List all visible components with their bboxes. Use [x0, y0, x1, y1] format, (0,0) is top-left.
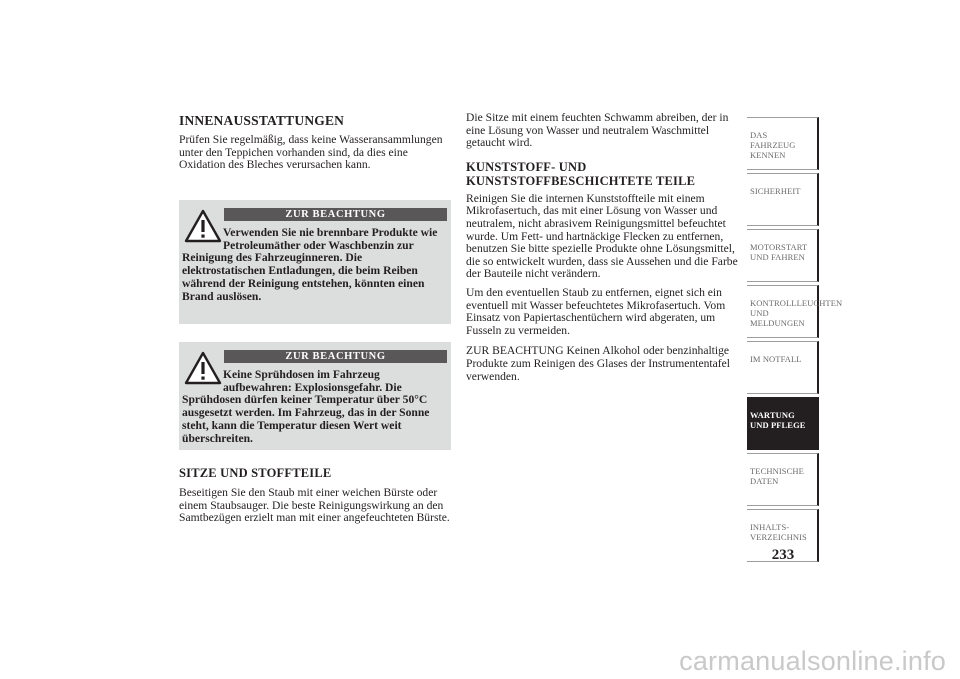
right-column [466, 112, 740, 383]
section-heading-plastics: KUNSTSTOFF- UND KUNSTSTOFFBESCHICHTETE TEILE [466, 159, 696, 188]
paragraph-seats: Beseitigen Sie den Staub mit einer weichen Bürste oder einem Staubsauger. Die beste Reinigungswirkung an den Samtbezügen erzielt man mit einer angefeuchteten Bürste. [179, 486, 450, 525]
tab-das-fahrzeug-kennen[interactable] [747, 117, 819, 170]
tab-im-notfall[interactable] [747, 341, 819, 394]
warning-text [182, 369, 447, 445]
tab-label: KONTROLLLEUCHTEN UND MELDUNGEN [750, 298, 843, 328]
warning-text-content: Keine Sprühdosen im Fahrzeug aufbewahren: Explosionsgefahr. Die Sprühdosen dürfen keiner Temperatur über 50°C ausgesetzt werden. Im Fahrzeug, das in der Sonne steht, kann die Temperatur diesen Wert weit überschreiten. [182, 368, 430, 445]
chapter-tabs [747, 117, 843, 565]
tab-label: INHALTS- VERZEICHNIS [750, 522, 807, 542]
tab-label: TECHNISCHE DATEN [750, 466, 804, 486]
section-heading-interior: INNENAUSSTATTUNGEN [179, 113, 345, 128]
warning-text-content: Verwenden Sie nie brennbare Produkte wie Petroleumäther oder Waschbenzin zur Reinigung des Fahrzeuginneren. Die elektrostatischen Entladungen, die beim Reiben während der Reinigung entstehen, könnten einen Brand auslösen. [182, 226, 438, 303]
paragraph-instrument-glass: ZUR BEACHTUNG Keinen Alkohol oder benzinhaltige Produkte zum Reinigen des Glases der Instrumententafel verwenden. [466, 344, 731, 383]
paragraph-plastics: Reinigen Sie die internen Kunststoffteile mit einem Mikrofasertuch, das mit einer Lösung von Wasser und neutralem, nicht abrasivem Reinigungsmittel befeuchtet wurde. Um Fett- und hartnäckige Flecken zu entfernen, benutzen Sie bitte spezielle Produkte ohne Lösungsmittel, die so entwickelt wurden, dass sie Aussehen und die Farbe der Bauteile nicht verändern. [466, 191, 738, 281]
left-column [179, 114, 451, 172]
tab-sicherheit[interactable] [747, 173, 819, 226]
watermark: carmanualsonline.info [679, 646, 946, 676]
section-seats [179, 466, 451, 525]
paragraph-intro: Prüfen Sie regelmäßig, dass keine Wasseransammlungen unter den Teppichen vorhanden sind, da dies eine Oxidation des Bleches verursachen kann. [179, 133, 443, 172]
tab-technische-daten[interactable] [747, 453, 819, 506]
warning-text [182, 227, 447, 303]
tab-label: SICHERHEIT [750, 186, 801, 196]
paragraph-dust: Um den eventuellen Staub zu entfernen, eignet sich ein eventuell mit Wasser befeuchtetes Mikrofasertuch. Vom Einsatz von Papiertaschentüchern wird abgeraten, um Fusseln zu vermeiden. [466, 285, 726, 337]
paragraph-seats-cleaning: Die Sitze mit einem feuchten Schwamm abreiben, der in eine Lösung von Wasser und neutralem Waschmittel getaucht wird. [466, 111, 729, 150]
tab-kontrollleuchten[interactable] [747, 285, 843, 338]
tab-label: WARTUNG UND PFLEGE [750, 410, 806, 430]
tab-label: DAS FAHRZEUG KENNEN [750, 130, 796, 160]
tab-label: IM NOTFALL [750, 354, 802, 364]
warning-box-spray [179, 342, 451, 450]
warning-title: ZUR BEACHTUNG [224, 350, 447, 363]
section-heading-seats: SITZE UND STOFFTEILE [179, 466, 332, 480]
warning-title: ZUR BEACHTUNG [224, 208, 447, 221]
tab-motorstart-und-fahren[interactable] [747, 229, 819, 282]
tab-label: MOTORSTART UND FAHREN [750, 242, 808, 262]
page-number: 233 [771, 547, 795, 563]
warning-box-flammable [179, 200, 451, 324]
tab-wartung-und-pflege[interactable] [747, 397, 819, 450]
